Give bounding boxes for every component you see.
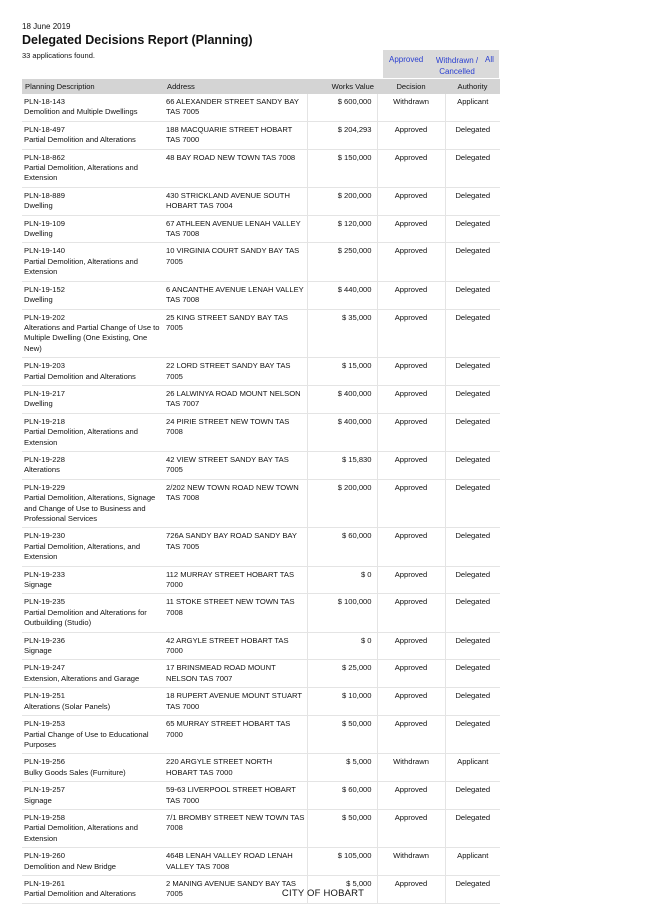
works-value-cell: $ 50,000 bbox=[307, 809, 377, 847]
application-description: Dwelling bbox=[24, 229, 53, 239]
description-cell bbox=[22, 413, 164, 451]
column-header-authority[interactable]: Authority bbox=[445, 79, 500, 94]
works-value-cell: $ 0 bbox=[307, 566, 377, 594]
authority-cell: Delegated bbox=[445, 413, 500, 451]
application-reference[interactable]: PLN-19-230 bbox=[24, 531, 65, 541]
description-cell bbox=[22, 243, 164, 281]
application-reference[interactable]: PLN-19-251 bbox=[24, 691, 65, 701]
decision-cell: Approved bbox=[377, 121, 445, 149]
application-description: Partial Demolition and Alterations for Outbuilding (Studio) bbox=[24, 607, 147, 628]
column-header-address[interactable]: Address bbox=[164, 79, 307, 94]
application-description: Dwelling bbox=[24, 201, 53, 211]
application-description: Partial Demolition, Alterations and Extension bbox=[24, 823, 138, 843]
address-cell: 188 MACQUARIE STREET HOBART TAS 7000 bbox=[164, 121, 307, 149]
works-value-cell: $ 10,000 bbox=[307, 688, 377, 716]
address-cell: 6 ANCANTHE AVENUE LENAH VALLEY TAS 7008 bbox=[164, 281, 307, 309]
authority-cell: Applicant bbox=[445, 94, 500, 121]
decision-cell: Approved bbox=[377, 413, 445, 451]
works-value-cell: $ 440,000 bbox=[307, 281, 377, 309]
decision-cell: Withdrawn bbox=[377, 754, 445, 782]
table-row[interactable] bbox=[22, 94, 500, 121]
application-reference[interactable]: PLN-19-236 bbox=[24, 635, 65, 645]
application-description: Partial Change of Use to Educational Purposes bbox=[24, 729, 149, 749]
works-value-cell: $ 400,000 bbox=[307, 413, 377, 451]
application-reference[interactable]: PLN-19-253 bbox=[24, 719, 65, 729]
decision-cell: Approved bbox=[377, 243, 445, 281]
works-value-cell: $ 200,000 bbox=[307, 479, 377, 528]
table-row[interactable] bbox=[22, 149, 500, 187]
address-cell: 66 ALEXANDER STREET SANDY BAY TAS 7005 bbox=[164, 94, 307, 121]
address-cell: 11 STOKE STREET NEW TOWN TAS 7008 bbox=[164, 594, 307, 632]
decision-cell: Approved bbox=[377, 632, 445, 660]
decision-cell: Approved bbox=[377, 809, 445, 847]
filter-approved-link[interactable]: Approved bbox=[389, 55, 424, 64]
decision-cell: Approved bbox=[377, 281, 445, 309]
application-description: Signage bbox=[24, 580, 52, 590]
description-cell bbox=[22, 281, 164, 309]
address-cell: 18 RUPERT AVENUE MOUNT STUART TAS 7000 bbox=[164, 688, 307, 716]
table-row[interactable] bbox=[22, 451, 500, 479]
address-cell: 464B LENAH VALLEY ROAD LENAH VALLEY TAS 7008 bbox=[164, 848, 307, 876]
application-description: Extension, Alterations and Garage bbox=[24, 673, 140, 683]
description-cell bbox=[22, 94, 164, 121]
address-cell: 7/1 BROMBY STREET NEW TOWN TAS 7008 bbox=[164, 809, 307, 847]
results-count: 33 applications found. bbox=[22, 51, 95, 60]
decision-cell: Approved bbox=[377, 782, 445, 810]
address-cell: 67 ATHLEEN AVENUE LENAH VALLEY TAS 7008 bbox=[164, 215, 307, 243]
decision-cell: Withdrawn bbox=[377, 94, 445, 121]
decision-cell: Approved bbox=[377, 215, 445, 243]
application-reference[interactable]: PLN-19-256 bbox=[24, 757, 65, 767]
application-reference[interactable]: PLN-19-140 bbox=[24, 246, 65, 256]
decision-cell: Approved bbox=[377, 479, 445, 528]
address-cell: 726A SANDY BAY ROAD SANDY BAY TAS 7005 bbox=[164, 528, 307, 566]
authority-cell: Delegated bbox=[445, 632, 500, 660]
description-cell bbox=[22, 754, 164, 782]
description-cell bbox=[22, 385, 164, 413]
description-cell bbox=[22, 782, 164, 810]
address-cell: 24 PIRIE STREET NEW TOWN TAS 7008 bbox=[164, 413, 307, 451]
application-description: Partial Demolition, Alterations, and Extension bbox=[24, 541, 141, 562]
works-value-cell: $ 150,000 bbox=[307, 149, 377, 187]
application-description: Partial Demolition, Alterations and Extension bbox=[24, 256, 138, 277]
application-description: Partial Demolition and Alterations bbox=[24, 371, 136, 381]
table-row[interactable] bbox=[22, 121, 500, 149]
works-value-cell: $ 250,000 bbox=[307, 243, 377, 281]
authority-cell: Delegated bbox=[445, 594, 500, 632]
works-value-cell: $ 35,000 bbox=[307, 309, 377, 358]
application-reference[interactable]: PLN-19-261 bbox=[24, 878, 65, 888]
table-row[interactable] bbox=[22, 215, 500, 243]
table-row[interactable] bbox=[22, 660, 500, 688]
application-reference[interactable]: PLN-18-497 bbox=[24, 124, 65, 134]
address-cell: 25 KING STREET SANDY BAY TAS 7005 bbox=[164, 309, 307, 358]
table-row[interactable] bbox=[22, 187, 500, 215]
authority-cell: Delegated bbox=[445, 215, 500, 243]
address-cell: 65 MURRAY STREET HOBART TAS 7000 bbox=[164, 716, 307, 754]
authority-cell: Delegated bbox=[445, 385, 500, 413]
authority-cell: Applicant bbox=[445, 848, 500, 876]
address-cell: 2 MANING AVENUE SANDY BAY TAS 7005 bbox=[164, 875, 307, 903]
application-reference[interactable]: PLN-19-258 bbox=[24, 812, 65, 822]
works-value-cell: $ 200,000 bbox=[307, 187, 377, 215]
authority-cell: Delegated bbox=[445, 688, 500, 716]
description-cell bbox=[22, 309, 164, 358]
authority-cell: Delegated bbox=[445, 187, 500, 215]
decision-cell: Approved bbox=[377, 309, 445, 358]
decision-cell: Approved bbox=[377, 688, 445, 716]
table-row[interactable] bbox=[22, 782, 500, 810]
table-row[interactable] bbox=[22, 243, 500, 281]
decision-cell: Approved bbox=[377, 358, 445, 386]
authority-cell: Delegated bbox=[445, 149, 500, 187]
footer-council-name: CITY OF HOBART bbox=[281, 888, 365, 899]
table-body bbox=[22, 94, 500, 903]
application-reference[interactable]: PLN-19-203 bbox=[24, 361, 65, 371]
application-description: Bulky Goods Sales (Furniture) bbox=[24, 767, 126, 777]
application-reference[interactable]: PLN-19-202 bbox=[24, 312, 65, 322]
works-value-cell: $ 60,000 bbox=[307, 782, 377, 810]
works-value-cell: $ 600,000 bbox=[307, 94, 377, 121]
decision-cell: Approved bbox=[377, 716, 445, 754]
table-row[interactable] bbox=[22, 566, 500, 594]
address-cell: 48 BAY ROAD NEW TOWN TAS 7008 bbox=[164, 149, 307, 187]
decision-cell: Approved bbox=[377, 149, 445, 187]
address-cell: 2/202 NEW TOWN ROAD NEW TOWN TAS 7008 bbox=[164, 479, 307, 528]
application-description: Signage bbox=[24, 795, 52, 805]
authority-cell: Delegated bbox=[445, 243, 500, 281]
description-cell bbox=[22, 688, 164, 716]
address-cell: 42 VIEW STREET SANDY BAY TAS 7005 bbox=[164, 451, 307, 479]
decision-cell: Approved bbox=[377, 566, 445, 594]
application-description: Alterations (Solar Panels) bbox=[24, 701, 111, 711]
application-description: Dwelling bbox=[24, 295, 53, 305]
application-reference[interactable]: PLN-19-235 bbox=[24, 597, 65, 607]
works-value-cell: $ 5,000 bbox=[307, 875, 377, 903]
description-cell bbox=[22, 528, 164, 566]
application-description: Partial Demolition and Alterations bbox=[24, 889, 136, 899]
address-cell: 220 ARGYLE STREET NORTH HOBART TAS 7000 bbox=[164, 754, 307, 782]
table-row[interactable] bbox=[22, 528, 500, 566]
works-value-cell: $ 120,000 bbox=[307, 215, 377, 243]
table-row[interactable] bbox=[22, 754, 500, 782]
table-row[interactable] bbox=[22, 479, 500, 528]
decision-cell: Approved bbox=[377, 385, 445, 413]
application-reference[interactable]: PLN-18-143 bbox=[24, 97, 65, 106]
decision-cell: Approved bbox=[377, 451, 445, 479]
table-row[interactable] bbox=[22, 716, 500, 754]
table-row[interactable] bbox=[22, 358, 500, 386]
decision-cell: Approved bbox=[377, 660, 445, 688]
table-row[interactable] bbox=[22, 594, 500, 632]
report-date: 18 June 2019 bbox=[22, 22, 71, 31]
works-value-cell: $ 5,000 bbox=[307, 754, 377, 782]
works-value-cell: $ 0 bbox=[307, 632, 377, 660]
authority-cell: Delegated bbox=[445, 479, 500, 528]
description-cell bbox=[22, 358, 164, 386]
authority-cell: Delegated bbox=[445, 660, 500, 688]
application-reference[interactable]: PLN-19-228 bbox=[24, 454, 65, 464]
filter-all-link[interactable]: All bbox=[485, 55, 494, 64]
decision-filter-bar bbox=[383, 50, 499, 78]
works-value-cell: $ 100,000 bbox=[307, 594, 377, 632]
page-title: Delegated Decisions Report (Planning) bbox=[22, 33, 253, 47]
application-description: Partial Demolition, Alterations, Signage and Change of Use to Business and Professional Services bbox=[24, 493, 156, 523]
description-cell bbox=[22, 479, 164, 528]
decision-cell: Approved bbox=[377, 187, 445, 215]
description-cell bbox=[22, 566, 164, 594]
authority-cell: Delegated bbox=[445, 528, 500, 566]
description-cell bbox=[22, 187, 164, 215]
decision-cell: Approved bbox=[377, 528, 445, 566]
description-cell bbox=[22, 632, 164, 660]
address-cell: 59-63 LIVERPOOL STREET HOBART TAS 7000 bbox=[164, 782, 307, 810]
description-cell bbox=[22, 848, 164, 876]
application-description: Alterations and Partial Change of Use to Multiple Dwelling (One Existing, One New) bbox=[24, 322, 160, 353]
authority-cell: Delegated bbox=[445, 451, 500, 479]
description-cell bbox=[22, 809, 164, 847]
authority-cell: Delegated bbox=[445, 809, 500, 847]
table-row[interactable] bbox=[22, 848, 500, 876]
description-cell bbox=[22, 451, 164, 479]
application-description: Alterations bbox=[24, 465, 60, 475]
column-header-decision[interactable]: Decision bbox=[377, 79, 445, 94]
application-description: Demolition and Multiple Dwellings bbox=[24, 107, 138, 117]
works-value-cell: $ 50,000 bbox=[307, 716, 377, 754]
description-cell bbox=[22, 121, 164, 149]
address-cell: 10 VIRGINIA COURT SANDY BAY TAS 7005 bbox=[164, 243, 307, 281]
decisions-table bbox=[22, 79, 500, 904]
application-description: Partial Demolition, Alterations and Extension bbox=[24, 427, 138, 447]
address-cell: 26 LALWINYA ROAD MOUNT NELSON TAS 7007 bbox=[164, 385, 307, 413]
description-cell bbox=[22, 215, 164, 243]
column-header-description[interactable]: Planning Description bbox=[22, 79, 164, 94]
authority-cell: Applicant bbox=[445, 754, 500, 782]
application-description: Signage bbox=[24, 646, 52, 656]
application-reference[interactable]: PLN-19-257 bbox=[24, 785, 65, 795]
works-value-cell: $ 15,000 bbox=[307, 358, 377, 386]
application-reference[interactable]: PLN-18-862 bbox=[24, 152, 65, 162]
works-value-cell: $ 204,293 bbox=[307, 121, 377, 149]
table-row[interactable] bbox=[22, 632, 500, 660]
column-header-works-value[interactable]: Works Value bbox=[307, 79, 377, 94]
description-cell bbox=[22, 660, 164, 688]
table-row[interactable] bbox=[22, 688, 500, 716]
application-description: Partial Demolition, Alterations and Extension bbox=[24, 163, 138, 183]
authority-cell: Delegated bbox=[445, 281, 500, 309]
table-header-row bbox=[22, 79, 500, 94]
description-cell bbox=[22, 594, 164, 632]
address-cell: 112 MURRAY STREET HOBART TAS 7000 bbox=[164, 566, 307, 594]
application-reference[interactable]: PLN-19-218 bbox=[24, 416, 65, 426]
works-value-cell: $ 60,000 bbox=[307, 528, 377, 566]
application-reference[interactable]: PLN-19-233 bbox=[24, 569, 65, 579]
table-row[interactable] bbox=[22, 309, 500, 358]
filter-withdrawn-cancelled-link[interactable]: Withdrawn / Cancelled bbox=[435, 56, 479, 76]
works-value-cell: $ 105,000 bbox=[307, 848, 377, 876]
address-cell: 430 STRICKLAND AVENUE SOUTH HOBART TAS 7004 bbox=[164, 187, 307, 215]
authority-cell: Delegated bbox=[445, 309, 500, 358]
decision-cell: Withdrawn bbox=[377, 848, 445, 876]
table-row[interactable] bbox=[22, 413, 500, 451]
table-row[interactable] bbox=[22, 281, 500, 309]
authority-cell: Delegated bbox=[445, 566, 500, 594]
application-reference[interactable]: PLN-19-217 bbox=[24, 388, 65, 398]
application-description: Dwelling bbox=[24, 399, 53, 409]
application-reference[interactable]: PLN-19-152 bbox=[24, 284, 65, 294]
works-value-cell: $ 15,830 bbox=[307, 451, 377, 479]
application-reference[interactable]: PLN-19-260 bbox=[24, 851, 65, 861]
authority-cell: Delegated bbox=[445, 875, 500, 903]
application-reference[interactable]: PLN-19-247 bbox=[24, 663, 65, 673]
table-row[interactable] bbox=[22, 809, 500, 847]
application-reference[interactable]: PLN-18-889 bbox=[24, 190, 65, 200]
works-value-cell: $ 400,000 bbox=[307, 385, 377, 413]
address-cell: 17 BRINSMEAD ROAD MOUNT NELSON TAS 7007 bbox=[164, 660, 307, 688]
decision-cell: Approved bbox=[377, 594, 445, 632]
address-cell: 42 ARGYLE STREET HOBART TAS 7000 bbox=[164, 632, 307, 660]
application-reference[interactable]: PLN-19-229 bbox=[24, 482, 65, 492]
authority-cell: Delegated bbox=[445, 121, 500, 149]
description-cell bbox=[22, 149, 164, 187]
address-cell: 22 LORD STREET SANDY BAY TAS 7005 bbox=[164, 358, 307, 386]
description-cell bbox=[22, 716, 164, 754]
application-description: Demolition and New Bridge bbox=[24, 861, 117, 871]
table-row[interactable] bbox=[22, 385, 500, 413]
authority-cell: Delegated bbox=[445, 358, 500, 386]
application-reference[interactable]: PLN-19-109 bbox=[24, 218, 65, 228]
application-description: Partial Demolition and Alterations bbox=[24, 135, 136, 145]
decision-cell: Approved bbox=[377, 875, 445, 903]
works-value-cell: $ 25,000 bbox=[307, 660, 377, 688]
authority-cell: Delegated bbox=[445, 716, 500, 754]
authority-cell: Delegated bbox=[445, 782, 500, 810]
